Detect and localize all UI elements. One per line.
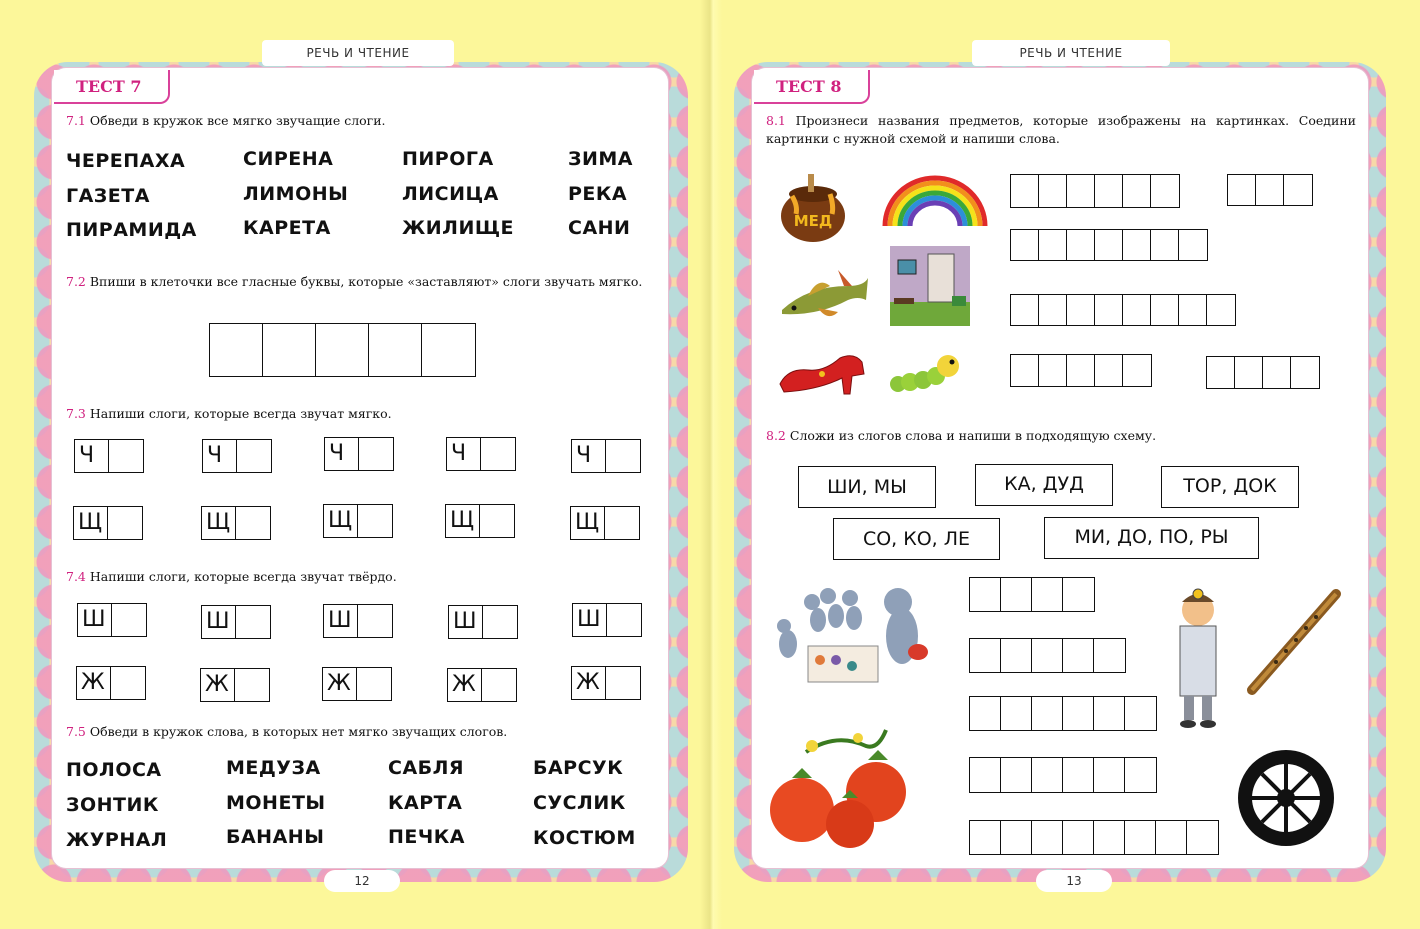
syllable-blank[interactable]	[480, 505, 514, 537]
word-7-5[interactable]: ЗОНТИК	[66, 794, 159, 816]
word-7-5[interactable]: БАРСУК	[533, 757, 624, 779]
task-text: Впиши в клеточки все гласные буквы, которые «заставляют» слоги звучать мягко.	[89, 274, 643, 289]
tomatoes-picture[interactable]	[766, 726, 910, 850]
task-7-5	[66, 723, 656, 741]
pike-fish-picture[interactable]	[778, 256, 870, 330]
task-text: Сложи из слогов слова и напиши в подходящую схему.	[789, 428, 1157, 443]
syllable-chip[interactable]: ТОР, ДОК	[1161, 466, 1299, 508]
syllable-letter: Ш	[78, 604, 112, 636]
answer-cell[interactable]	[1151, 175, 1179, 207]
answer-cell[interactable]	[1094, 697, 1125, 730]
answer-cell[interactable]	[1011, 355, 1039, 386]
syllable-letter: Щ	[74, 507, 108, 539]
syllable-box[interactable]	[571, 439, 641, 473]
word-7-1[interactable]: ГАЗЕТА	[66, 185, 150, 207]
answer-cell[interactable]	[1291, 357, 1319, 388]
answer-cell[interactable]	[1123, 230, 1151, 260]
page-number-left: 12	[324, 870, 400, 892]
shoe-picture[interactable]	[778, 350, 868, 396]
word-7-1[interactable]: РЕКА	[568, 183, 628, 205]
answer-cell[interactable]	[1187, 821, 1218, 854]
answer-cell[interactable]	[1125, 758, 1156, 792]
answer-cell[interactable]	[1179, 230, 1207, 260]
syllable-letter: Ш	[449, 606, 483, 638]
word-scheme[interactable]	[969, 638, 1126, 673]
answer-cell[interactable]	[970, 697, 1001, 730]
word-scheme[interactable]	[1010, 174, 1180, 208]
task-7-4	[66, 568, 656, 586]
task-7-3	[66, 405, 656, 423]
word-7-1[interactable]: ЧЕРЕПАХА	[66, 150, 186, 172]
page-number-right: 13	[1036, 870, 1112, 892]
honey-pot-picture[interactable]	[778, 172, 848, 244]
task-number: 8.2	[766, 428, 786, 443]
task-text: Напиши слоги, которые всегда звучат твёрдо.	[89, 569, 397, 584]
syllable-box[interactable]	[324, 437, 394, 471]
word-7-1[interactable]: САНИ	[568, 217, 631, 239]
answer-cell[interactable]	[316, 324, 369, 376]
word-7-1[interactable]: ПИРОГА	[402, 148, 494, 170]
answer-cell[interactable]	[1235, 357, 1263, 388]
syllable-box[interactable]	[201, 506, 271, 540]
syllable-blank[interactable]	[482, 669, 516, 701]
answer-cell[interactable]	[369, 324, 422, 376]
answer-cell[interactable]	[1039, 295, 1067, 325]
word-scheme[interactable]	[969, 757, 1157, 793]
answer-cell[interactable]	[1032, 758, 1063, 792]
answer-cell[interactable]	[1063, 578, 1094, 611]
answer-cell[interactable]	[1067, 175, 1095, 207]
word-7-1[interactable]: ЛИСИЦА	[402, 183, 499, 205]
answer-cell[interactable]	[1001, 639, 1032, 672]
answer-cell[interactable]	[1067, 295, 1095, 325]
word-7-1[interactable]: СИРЕНА	[243, 148, 334, 170]
syllable-letter: Ш	[202, 606, 236, 638]
syllable-blank[interactable]	[358, 605, 392, 637]
answer-cell[interactable]	[1039, 230, 1067, 260]
test-7-title: ТЕСТ 7	[54, 70, 170, 104]
answer-cell[interactable]	[1063, 697, 1094, 730]
answer-cell[interactable]	[210, 324, 263, 376]
answer-cell[interactable]	[970, 578, 1001, 611]
answer-cell[interactable]	[1011, 175, 1039, 207]
answer-cell[interactable]	[1063, 639, 1094, 672]
syllable-letter: Ж	[448, 669, 482, 701]
syllable-letter: Ж	[323, 668, 357, 700]
doctor-picture[interactable]	[1168, 582, 1228, 730]
answer-cell[interactable]	[1039, 355, 1067, 386]
word-7-5[interactable]: ЖУРНАЛ	[66, 829, 168, 851]
word-7-5[interactable]: САБЛЯ	[388, 757, 465, 779]
answer-cell[interactable]	[1095, 355, 1123, 386]
answer-cell[interactable]	[1001, 821, 1032, 854]
word-scheme[interactable]	[1010, 294, 1236, 326]
syllable-box[interactable]	[202, 439, 272, 473]
syllable-chip[interactable]: МИ, ДО, ПО, РЫ	[1044, 517, 1259, 559]
syllable-letter: Ч	[75, 440, 109, 472]
word-scheme[interactable]	[969, 577, 1095, 612]
answer-cell[interactable]	[1123, 355, 1151, 386]
word-7-5[interactable]: ПЕЧКА	[388, 826, 465, 848]
syllable-blank[interactable]	[111, 667, 145, 699]
word-scheme[interactable]	[969, 696, 1157, 731]
syllable-letter: Щ	[446, 505, 480, 537]
answer-cell[interactable]	[1094, 639, 1125, 672]
answer-cell[interactable]	[970, 639, 1001, 672]
answer-cell[interactable]	[1095, 295, 1123, 325]
answer-cell[interactable]	[1095, 230, 1123, 260]
task-text: Произнеси названия предметов, которые изображены на картинках. Соедини картинки с нужной схемой и напиши слова.	[766, 113, 1356, 146]
syllable-blank[interactable]	[112, 604, 146, 636]
answer-cell[interactable]	[1063, 821, 1094, 854]
syllable-box[interactable]	[76, 666, 146, 700]
answer-cell[interactable]	[1011, 230, 1039, 260]
task-number: 7.1	[66, 113, 86, 128]
syllable-blank[interactable]	[235, 669, 269, 701]
answer-cell[interactable]	[1067, 230, 1095, 260]
answer-cell[interactable]	[970, 758, 1001, 792]
wheel-picture[interactable]	[1232, 746, 1340, 850]
word-7-1[interactable]: ЛИМОНЫ	[243, 183, 349, 205]
syllable-letter: Ж	[77, 667, 111, 699]
syllable-blank[interactable]	[108, 507, 142, 539]
word-7-1[interactable]: ПИРАМИДА	[66, 219, 197, 241]
syllable-box[interactable]	[448, 605, 518, 639]
syllable-letter: Ч	[203, 440, 237, 472]
answer-cell[interactable]	[422, 324, 475, 376]
word-7-1[interactable]: ЗИМА	[568, 148, 634, 170]
task-text: Напиши слоги, которые всегда звучат мягко.	[89, 406, 392, 421]
syllable-letter: Щ	[571, 507, 605, 539]
syllable-box[interactable]	[571, 666, 641, 700]
syllable-box[interactable]	[446, 437, 516, 471]
task-7-2	[66, 273, 656, 291]
syllable-box[interactable]	[572, 603, 642, 637]
answer-cell[interactable]	[1001, 578, 1032, 611]
answer-cell[interactable]	[1263, 357, 1291, 388]
syllable-box[interactable]	[201, 605, 271, 639]
word-7-5[interactable]: МЕДУЗА	[226, 757, 321, 779]
syllable-box[interactable]	[445, 504, 515, 538]
answer-cell[interactable]	[1125, 821, 1156, 854]
mice-picture[interactable]	[768, 580, 934, 688]
syllable-blank[interactable]	[359, 438, 393, 470]
word-7-5[interactable]: БАНАНЫ	[226, 826, 325, 848]
syllable-letter: Ж	[201, 669, 235, 701]
word-7-5[interactable]: КОСТЮМ	[533, 827, 636, 849]
task-text: Обведи в кружок слова, в которых нет мягко звучащих слогов.	[89, 724, 508, 739]
answer-cell[interactable]	[1001, 697, 1032, 730]
answer-cell[interactable]	[1011, 295, 1039, 325]
answer-cell[interactable]	[1063, 758, 1094, 792]
task-8-2	[766, 427, 1356, 445]
word-7-5[interactable]: СУСЛИК	[533, 792, 626, 814]
task-number: 7.4	[66, 569, 86, 584]
syllable-letter: Ш	[324, 605, 358, 637]
right-page-header: РЕЧЬ И ЧТЕНИЕ	[972, 40, 1170, 66]
test-8-title: ТЕСТ 8	[754, 70, 870, 104]
answer-cell[interactable]	[263, 324, 316, 376]
answer-cell[interactable]	[1284, 175, 1312, 205]
honey-label: МЕД	[793, 212, 833, 230]
syllable-letter: Ж	[572, 667, 606, 699]
answer-cell[interactable]	[1123, 175, 1151, 207]
answer-cell[interactable]	[1032, 578, 1063, 611]
syllable-blank[interactable]	[481, 438, 515, 470]
syllable-chip[interactable]: КА, ДУД	[975, 464, 1113, 506]
answer-cell[interactable]	[1032, 639, 1063, 672]
word-scheme[interactable]	[1206, 356, 1320, 389]
answer-cell[interactable]	[1032, 697, 1063, 730]
syllable-blank[interactable]	[237, 440, 271, 472]
answer-cell[interactable]	[1095, 175, 1123, 207]
syllable-blank[interactable]	[236, 606, 270, 638]
task-number: 7.2	[66, 274, 86, 289]
syllable-letter: Ч	[447, 438, 481, 470]
syllable-box[interactable]	[323, 604, 393, 638]
answer-cell[interactable]	[1067, 355, 1095, 386]
syllable-letter: Ч	[325, 438, 359, 470]
rainbow-picture[interactable]	[880, 172, 990, 228]
answer-cell[interactable]	[1032, 821, 1063, 854]
word-7-5[interactable]: ПОЛОСА	[66, 759, 162, 781]
answer-cell[interactable]	[1123, 295, 1151, 325]
vowel-answer-grid[interactable]	[209, 323, 476, 377]
syllable-letter: Щ	[202, 507, 236, 539]
task-number: 7.3	[66, 406, 86, 421]
left-page-header: РЕЧЬ И ЧТЕНИЕ	[262, 40, 454, 66]
syllable-letter: Ч	[572, 440, 606, 472]
word-7-1[interactable]: КАРЕТА	[243, 217, 331, 239]
syllable-blank[interactable]	[607, 604, 641, 636]
room-picture[interactable]	[890, 246, 970, 326]
answer-cell[interactable]	[1039, 175, 1067, 207]
answer-cell[interactable]	[1001, 758, 1032, 792]
syllable-blank[interactable]	[606, 667, 640, 699]
answer-cell[interactable]	[1207, 295, 1235, 325]
word-scheme[interactable]	[1010, 229, 1208, 261]
word-7-5[interactable]: МОНЕТЫ	[226, 792, 326, 814]
word-7-5[interactable]: КАРТА	[388, 792, 463, 814]
word-scheme[interactable]	[1227, 174, 1313, 206]
task-8-1	[766, 112, 1356, 148]
syllable-box[interactable]	[77, 603, 147, 637]
syllable-letter: Ш	[573, 604, 607, 636]
syllable-box[interactable]	[570, 506, 640, 540]
answer-cell[interactable]	[1151, 295, 1179, 325]
caterpillar-picture[interactable]	[888, 344, 968, 400]
answer-cell[interactable]	[1094, 821, 1125, 854]
task-7-1	[66, 112, 656, 130]
word-7-1[interactable]: ЖИЛИЩЕ	[402, 217, 515, 239]
flute-picture[interactable]	[1246, 588, 1342, 696]
task-number: 8.1	[766, 113, 786, 128]
syllable-blank[interactable]	[483, 606, 517, 638]
syllable-box[interactable]	[200, 668, 270, 702]
syllable-box[interactable]	[73, 506, 143, 540]
answer-cell[interactable]	[970, 821, 1001, 854]
answer-cell[interactable]	[1256, 175, 1284, 205]
answer-cell[interactable]	[1228, 175, 1256, 205]
task-number: 7.5	[66, 724, 86, 739]
answer-cell[interactable]	[1156, 821, 1187, 854]
syllable-chip[interactable]: СО, КО, ЛЕ	[833, 518, 1000, 560]
answer-cell[interactable]	[1207, 357, 1235, 388]
syllable-blank[interactable]	[109, 440, 143, 472]
answer-cell[interactable]	[1094, 758, 1125, 792]
syllable-blank[interactable]	[605, 507, 639, 539]
syllable-box[interactable]	[74, 439, 144, 473]
syllable-box[interactable]	[322, 667, 392, 701]
syllable-blank[interactable]	[358, 505, 392, 537]
book-spine	[700, 0, 722, 929]
syllable-blank[interactable]	[606, 440, 640, 472]
answer-cell[interactable]	[1125, 697, 1156, 730]
answer-cell[interactable]	[1179, 295, 1207, 325]
syllable-blank[interactable]	[236, 507, 270, 539]
task-text: Обведи в кружок все мягко звучащие слоги.	[89, 113, 386, 128]
syllable-chip[interactable]: ШИ, МЫ	[798, 466, 936, 508]
word-scheme[interactable]	[969, 820, 1219, 855]
syllable-box[interactable]	[323, 504, 393, 538]
syllable-blank[interactable]	[357, 668, 391, 700]
syllable-box[interactable]	[447, 668, 517, 702]
syllable-letter: Щ	[324, 505, 358, 537]
word-scheme[interactable]	[1010, 354, 1152, 387]
answer-cell[interactable]	[1151, 230, 1179, 260]
